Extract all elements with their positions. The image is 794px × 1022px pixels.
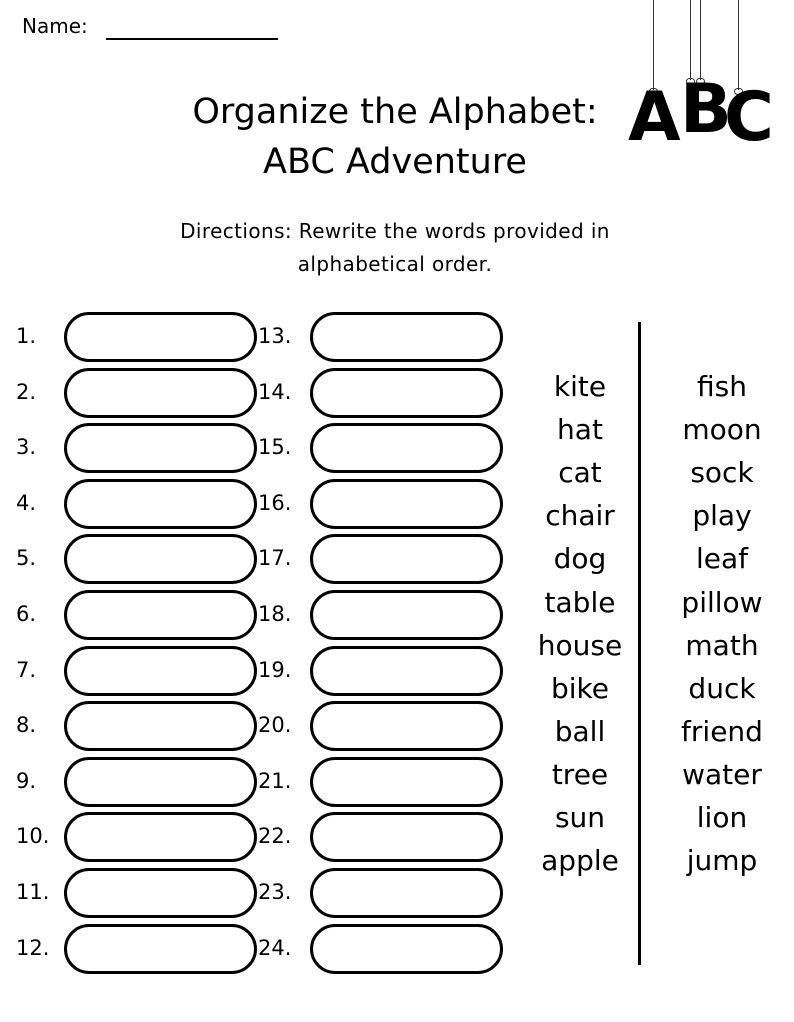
directions-line-1: Directions: Rewrite the words provided in	[180, 219, 610, 243]
word-bank-word: tree	[551, 757, 609, 791]
word-bank-word: sock	[690, 456, 754, 490]
answer-number: 5.	[16, 546, 37, 571]
answer-box[interactable]	[64, 312, 257, 362]
answer-box[interactable]	[310, 812, 503, 862]
hanging-string	[653, 0, 654, 90]
hanging-string	[738, 0, 739, 90]
word-bank-word: water	[682, 757, 762, 791]
answer-number: 8.	[16, 713, 37, 738]
word-bank-word: moon	[682, 413, 762, 447]
answer-box[interactable]	[310, 368, 503, 418]
abc-letter-c: C	[724, 78, 774, 157]
answer-number: 11.	[16, 880, 50, 904]
word-bank-word: apple	[541, 844, 619, 878]
answer-number: 7.	[16, 657, 37, 682]
word-bank-divider	[638, 322, 641, 965]
word-bank-word: table	[544, 585, 616, 619]
answer-number: 18.	[258, 602, 292, 626]
answer-box[interactable]	[64, 701, 257, 751]
word-bank-word: bike	[551, 671, 609, 705]
answer-number: 21.	[258, 768, 292, 793]
word-bank-word: play	[692, 499, 752, 533]
word-bank-word: ball	[554, 714, 606, 748]
answer-box[interactable]	[64, 423, 257, 473]
answer-number: 13.	[258, 324, 292, 348]
answer-number: 2.	[16, 379, 37, 404]
word-bank-word: kite	[553, 370, 607, 403]
word-bank-word: sun	[554, 801, 606, 834]
answer-box[interactable]	[310, 479, 503, 529]
word-bank-word: hat	[557, 413, 603, 447]
answer-number: 1.	[16, 324, 37, 348]
title-line-1: Organize the Alphabet:	[192, 92, 598, 132]
answer-box[interactable]	[310, 534, 503, 584]
answer-number: 3.	[16, 435, 37, 460]
answer-box[interactable]	[64, 479, 257, 529]
word-bank-word: chair	[545, 499, 615, 533]
word-bank-word: math	[685, 628, 759, 662]
word-bank-word: duck	[688, 671, 756, 705]
answer-number: 15.	[258, 435, 292, 460]
answer-number: 20.	[258, 713, 292, 738]
answer-box[interactable]	[310, 757, 503, 807]
answer-box[interactable]	[310, 312, 503, 362]
answer-box[interactable]	[64, 868, 257, 918]
answer-number: 19.	[258, 657, 292, 682]
answer-box[interactable]	[310, 646, 503, 696]
answer-number: 16.	[258, 490, 292, 515]
answer-number: 17.	[258, 546, 292, 571]
word-bank-word: cat	[558, 456, 602, 490]
answer-box[interactable]	[64, 924, 257, 974]
answer-box[interactable]	[64, 812, 257, 862]
answer-box[interactable]	[64, 368, 257, 418]
answer-box[interactable]	[310, 868, 503, 918]
answer-box[interactable]	[64, 646, 257, 696]
answer-number: 22.	[258, 824, 292, 849]
directions-line-2: alphabetical order.	[297, 252, 493, 276]
answer-number: 12.	[16, 935, 50, 960]
word-bank-word: house	[537, 628, 623, 662]
name-line[interactable]	[106, 38, 278, 40]
answer-box[interactable]	[310, 590, 503, 640]
abc-letter-a: A	[628, 78, 681, 157]
name-label: Name:	[22, 14, 88, 38]
word-bank-word: pillow	[681, 585, 763, 619]
answer-number: 10.	[16, 824, 50, 849]
word-bank-word: leaf	[695, 542, 749, 576]
hanging-string	[700, 0, 701, 80]
answer-number: 23.	[258, 880, 292, 904]
word-bank-word: jump	[686, 844, 758, 878]
answer-number: 6.	[16, 602, 37, 626]
answer-number: 9.	[16, 768, 37, 793]
answer-number: 4.	[16, 490, 37, 515]
word-bank-word: lion	[696, 801, 748, 834]
word-bank-word: fish	[697, 370, 747, 403]
answer-box[interactable]	[310, 423, 503, 473]
answer-number: 24.	[258, 935, 292, 960]
answer-box[interactable]	[310, 701, 503, 751]
title-line-2: ABC Adventure	[263, 142, 527, 182]
answer-box[interactable]	[310, 924, 503, 974]
answer-number: 14.	[258, 379, 292, 404]
answer-box[interactable]	[64, 757, 257, 807]
answer-box[interactable]	[64, 590, 257, 640]
word-bank-word: friend	[681, 714, 763, 748]
abc-letter-b: B	[680, 70, 732, 149]
answer-box[interactable]	[64, 534, 257, 584]
word-bank-word: dog	[553, 542, 607, 576]
hanging-string	[690, 0, 691, 80]
